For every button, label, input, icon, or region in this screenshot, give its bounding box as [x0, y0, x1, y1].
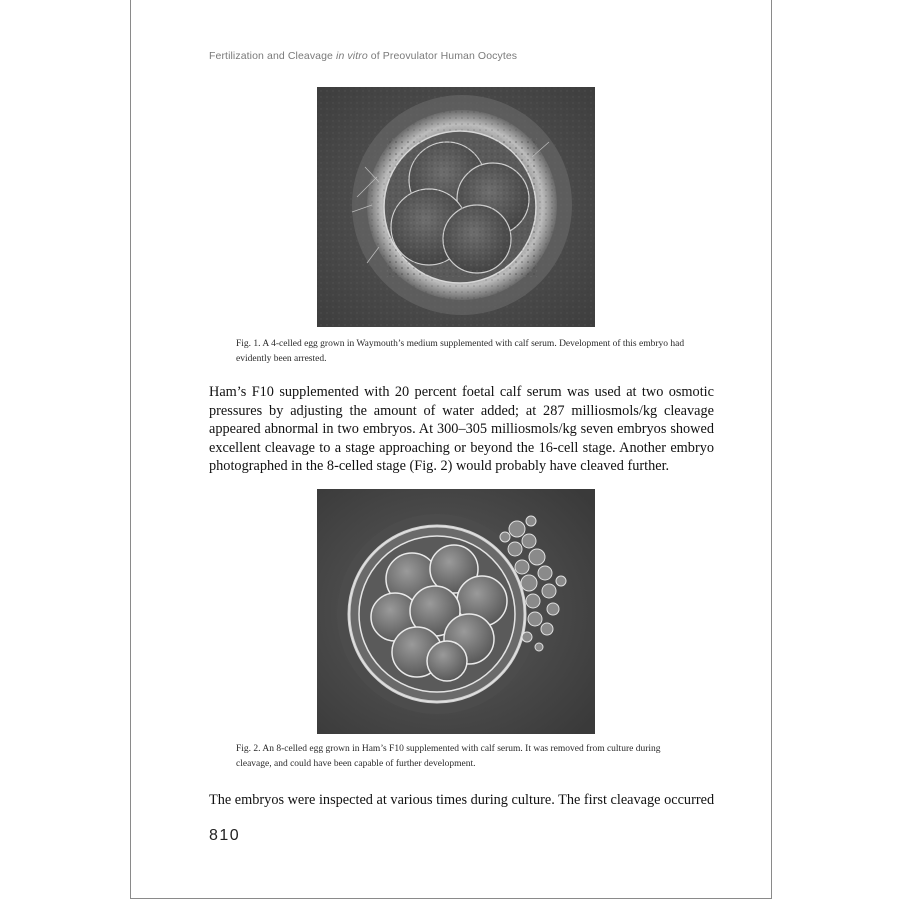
figure-1-caption: Fig. 1. A 4-celled egg grown in Waymouth’s medium supplemented with calf serum. Development of this embryo had evidently been arrested.: [236, 339, 685, 364]
body-paragraph-1: Ham’s F10 supplemented with 20 percent foetal calf serum was used at two osmotic pressures by adjusting the amount of water added; at 287 milliosmols/kg cleavage appeared abnormal in two embryos. At 300–305 milliosmols/kg seven embryos showed excellent cleavage to a stage approaching or beyond the 16-cell stage. Another embryo photographed in the 8-celled stage (Fig. 2) would probably have cleaved further.: [209, 384, 714, 474]
four-cell-embryo-image: [317, 87, 595, 327]
body-paragraph-2: The embryos were inspected at various times during culture. The first cleavage occurred: [209, 792, 715, 808]
figure-1-micrograph: [317, 87, 595, 327]
figure-2-micrograph: [317, 489, 595, 734]
page-number: 810: [209, 827, 241, 844]
eight-cell-embryo-image: [317, 489, 595, 734]
figure-2-caption: Fig. 2. An 8-celled egg grown in Ham’s F10 supplemented with calf serum. It was removed from culture during cleavage, and could have been capable of further development.: [236, 744, 661, 769]
running-head: Fertilization and Cleavage in vitro of Preovulator Human Oocytes: [209, 50, 518, 62]
